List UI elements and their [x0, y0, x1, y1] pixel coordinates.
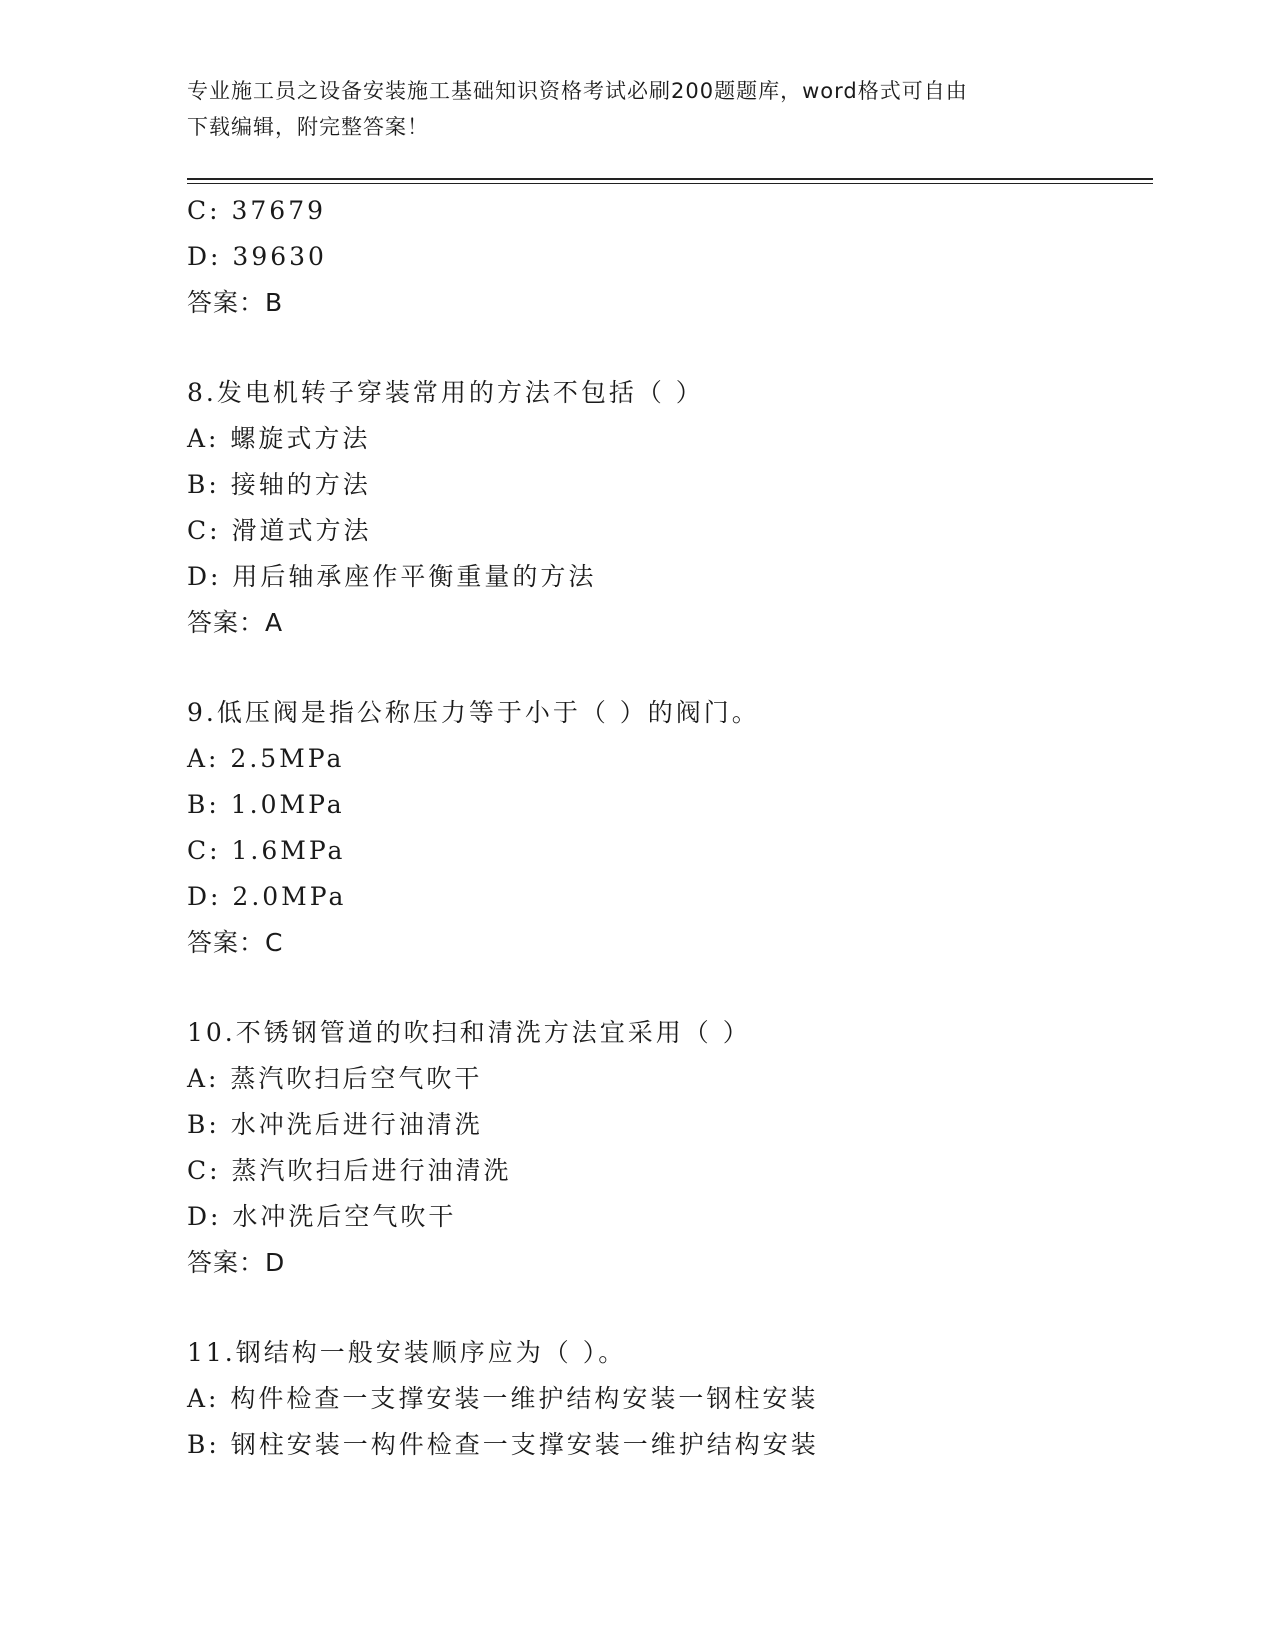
option-c: C: 滑道式方法	[187, 516, 372, 545]
question-8	[187, 370, 1153, 646]
question-stem: 11.钢结构一般安装顺序应为（ ）。	[187, 1338, 627, 1367]
option-d: D: 用后轴承座作平衡重量的方法	[187, 562, 597, 591]
header-line-1: 专业施工员之设备安装施工基础知识资格考试必刷200题题库，word格式可自由	[187, 79, 968, 103]
option-b: B: 1.0MPa	[187, 790, 345, 819]
option-b: B: 水冲洗后进行油清洗	[187, 1110, 483, 1139]
option-b: B: 钢柱安装一构件检查一支撑安装一维护结构安装	[187, 1430, 819, 1459]
option-d: D: 2.0MPa	[187, 882, 347, 911]
question-content	[187, 188, 1153, 1468]
header-rule-thick	[187, 178, 1153, 180]
question-9	[187, 690, 1153, 966]
header-line-2: 下载编辑，附完整答案！	[187, 115, 429, 139]
answer: 答案：C	[187, 928, 284, 957]
option-a: A: 螺旋式方法	[187, 424, 371, 453]
question-stem: 9.低压阀是指公称压力等于小于（ ）的阀门。	[187, 698, 760, 727]
option-c: C: 1.6MPa	[187, 836, 346, 865]
question-stem: 10.不锈钢管道的吹扫和清洗方法宜采用（ ）	[187, 1018, 751, 1047]
option-d: D: 39630	[187, 242, 327, 271]
answer: 答案：D	[187, 1248, 286, 1277]
document-header	[187, 73, 1067, 145]
answer: 答案：B	[187, 288, 284, 317]
question-10	[187, 1010, 1153, 1286]
answer: 答案：A	[187, 608, 284, 637]
option-a: A: 构件检查一支撑安装一维护结构安装一钢柱安装	[187, 1384, 819, 1413]
option-c: C: 37679	[187, 196, 327, 225]
option-b: B: 接轴的方法	[187, 470, 371, 499]
partial-question-7	[187, 188, 1153, 326]
header-rule-thin	[187, 183, 1153, 184]
option-d: D: 水冲洗后空气吹干	[187, 1202, 457, 1231]
option-a: A: 蒸汽吹扫后空气吹干	[187, 1064, 483, 1093]
option-c: C: 蒸汽吹扫后进行油清洗	[187, 1156, 512, 1185]
question-11	[187, 1330, 1153, 1468]
option-a: A: 2.5MPa	[187, 744, 345, 773]
question-stem: 8.发电机转子穿装常用的方法不包括（ ）	[187, 378, 704, 407]
